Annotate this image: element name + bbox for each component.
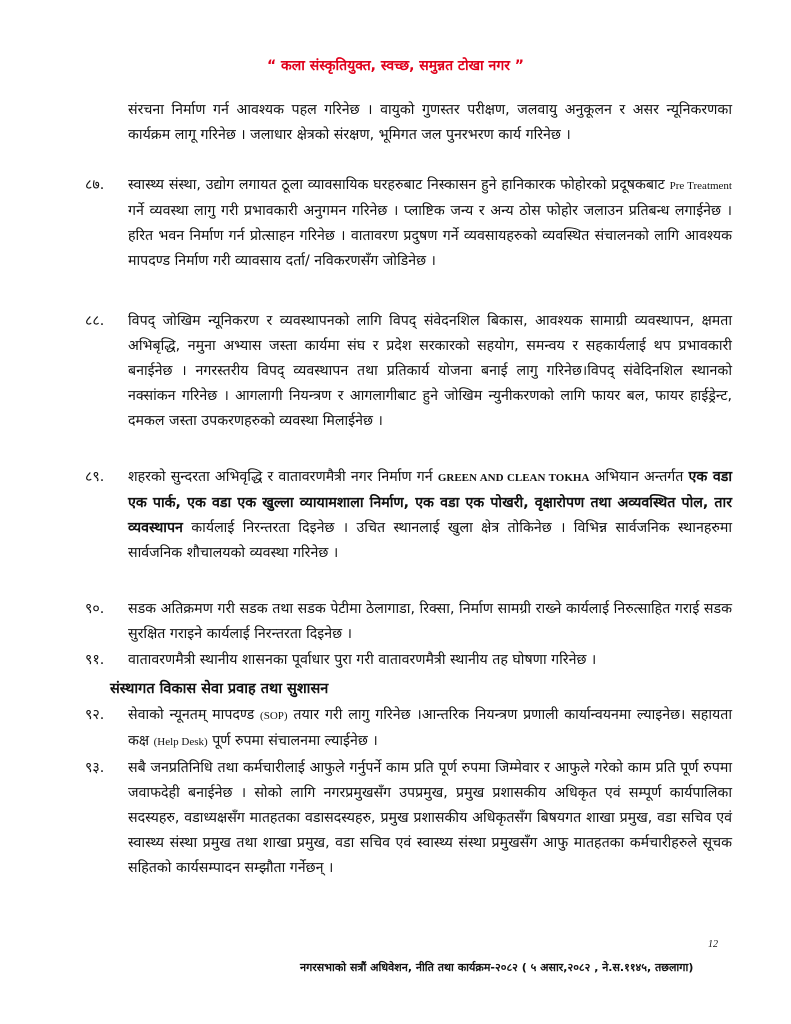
- page-number: 12: [708, 939, 718, 950]
- item-text: स्वास्थ्य संस्था, उद्योग लगायत ठूला व्यावसायिक घरहरुबाट निस्कासन हुने हानिकारक फोहोरको प्रदूषकबाट Pre Treatment गर्ने व्यवस्था लागु गरी प्रभावकारी अनुगमन गरिनेछ । प्लाष्टिक जन्य र अन्य ठोस फोहोर जलाउन प्रतिबन्ध लगाईनेछ ।हरित भवन निर्माण गर्न प्रोत्साहन गरिनेछ । वातावरण प्रदुषण गर्ने व्यवसायहरुको व्यवस्थित संचालनको लागि आवश्यक मापदण्ड निर्माण गरी व्यावसाय दर्ता/ नविकरणसँग जोडिनेछ ।: [128, 177, 732, 269]
- page-header-slogan: “ कला संस्कृतियुक्त, स्वच्छ, समुन्नत टोखा नगर ”: [266, 58, 525, 74]
- latin-term: Pre Treatment: [669, 180, 732, 192]
- item-text: सेवाको न्यूनतम् मापदण्ड (SOP) तयार गरी लागु गरिनेछ ।आन्तरिक नियन्त्रण प्रणाली कार्यान्वयनमा ल्याइनेछ। सहायता कक्ष (Help Desk) पूर्ण रुपमा संचालनमा ल्याईनेछ ।: [128, 707, 732, 749]
- item-89: [85, 465, 732, 566]
- item-number: ९०.: [85, 601, 105, 617]
- item-number: ८९.: [85, 469, 105, 485]
- item-90: [85, 597, 732, 647]
- item-number: ९२.: [85, 707, 105, 723]
- campaign-name: GREEN AND CLEAN TOKHA: [437, 472, 590, 484]
- latin-term: (Help Desk): [153, 736, 208, 748]
- latin-term: (SOP): [260, 710, 288, 722]
- bold-highlight: एक वडा एक पार्क, एक वडा एक खुल्ला व्यायामशाला निर्माण, एक वडा एक पोखरी, वृक्षारोपण तथा अव्यवस्थित पोल, तार व्यवस्थापन: [128, 469, 732, 536]
- item-text: विपद् जोखिम न्यूनिकरण र व्यवस्थापनको लागि विपद् संवेदनशिल बिकास, आवश्यक सामाग्री व्यवस्थापन, क्षमता अभिबृद्धि, नमुना अभ्यास जस्ता कार्यमा संघ र प्रदेश सरकारको सहयोग, समन्वय र सहकार्यलाई थप प्रभावकारी बनाईनेछ । नगरस्तरीय विपद् व्यवस्थापन तथा प्रतिकार्य योजना बनाई लागु गरिनेछ।विपद् संवेदिनशिल स्थानको नक्सांकन गरिनेछ । आगलागी नियन्त्रण र आगलागीबाट हुने जोखिम न्युनीकरणको लागि फायर बल, फायर हाईड्रेन्ट, दमकल जस्ता उपकरणहरुको व्यवस्था मिलाईनेछ ।: [128, 313, 733, 429]
- item-text: शहरको सुन्दरता अभिवृद्धि र वातावरणमैत्री नगर निर्माण गर्न GREEN AND CLEAN TOKHA अभियान अन्तर्गत एक वडा एक पार्क, एक वडा एक खुल्ला व्यायामशाला निर्माण, एक वडा एक पोखरी, वृक्षारोपण तथा अव्यवस्थित पोल, तार व्यवस्थापन कार्यलाई निरन्तरता दिइनेछ । उचित स्थानलाई खुला क्षेत्र तोकिनेछ । विभिन्न सार्वजनिक स्थानहरुमा सार्वजनिक शौचालयको व्यवस्था गरिनेछ ।: [128, 469, 732, 561]
- item-87: [85, 173, 732, 274]
- item-number: ८७.: [85, 177, 105, 193]
- item-88: [85, 309, 732, 434]
- item-93: [85, 756, 732, 881]
- item-91: [85, 648, 732, 673]
- section-heading: संस्थागत विकास सेवा प्रवाह तथा सुशासन: [110, 681, 329, 697]
- item-text: वातावरणमैत्री स्थानीय शासनका पूर्वाधार पुरा गरी वातावरणमैत्री स्थानीय तह घोषणा गरिनेछ ।: [128, 652, 597, 668]
- item-number: ९१.: [85, 652, 105, 668]
- item-number: ८८.: [85, 313, 105, 329]
- item-number: ९३.: [85, 760, 105, 776]
- page-footer: नगरसभाको सत्रौं अधिवेशन, नीति तथा कार्यक्रम-२०८२ ( ५ असार,२०८२ , ने.स.११४५, तछलागा): [300, 961, 694, 974]
- item-92: [85, 703, 732, 755]
- intro-paragraph: संरचना निर्माण गर्न आवश्यक पहल गरिनेछ । वायुको गुणस्तर परीक्षण, जलवायु अनुकूलन र असर न्यूनिकरणका कार्यक्रम लागू गरिनेछ । जलाधार क्षेत्रको संरक्षण, भूमिगत जल पुनरभरण कार्य गरिनेछ ।: [128, 102, 732, 143]
- item-text: सबै जनप्रतिनिधि तथा कर्मचारीलाई आफुले गर्नुपर्ने काम प्रति पूर्ण रुपमा जिम्मेवार र आफुले गरेको काम प्रति पूर्ण रुपमा जवाफदेही बनाईनेछ । सोको लागि नगरप्रमुखसँग उपप्रमुख, प्रमुख प्रशासकीय अधिकृत एवं सम्पूर्ण कार्यपालिका सदस्यहरु, वडाध्यक्षसँग मातहतका वडासदस्यहरु, प्रमुख प्रशासकीय अधिकृतसँग बिषयगत शाखा प्रमुख, वडा सचिव एवं स्वास्थ्य संस्था प्रमुख तथा शाखा प्रमुख, वडा सचिव एवं स्वास्थ्य संस्था प्रमुखसँग आफु मातहतका कर्मचारीहरुले सूचक सहितको कार्यसम्पादन सम्झौता गर्नेछन् ।: [128, 760, 732, 876]
- item-text: सडक अतिक्रमण गरी सडक तथा सडक पेटीमा ठेलागाडा, रिक्सा, निर्माण सामग्री राख्ने कार्यलाई निरुत्साहित गराई सडक सुरक्षित गराइने कार्यलाई निरन्तरता दिइनेछ ।: [128, 601, 732, 642]
